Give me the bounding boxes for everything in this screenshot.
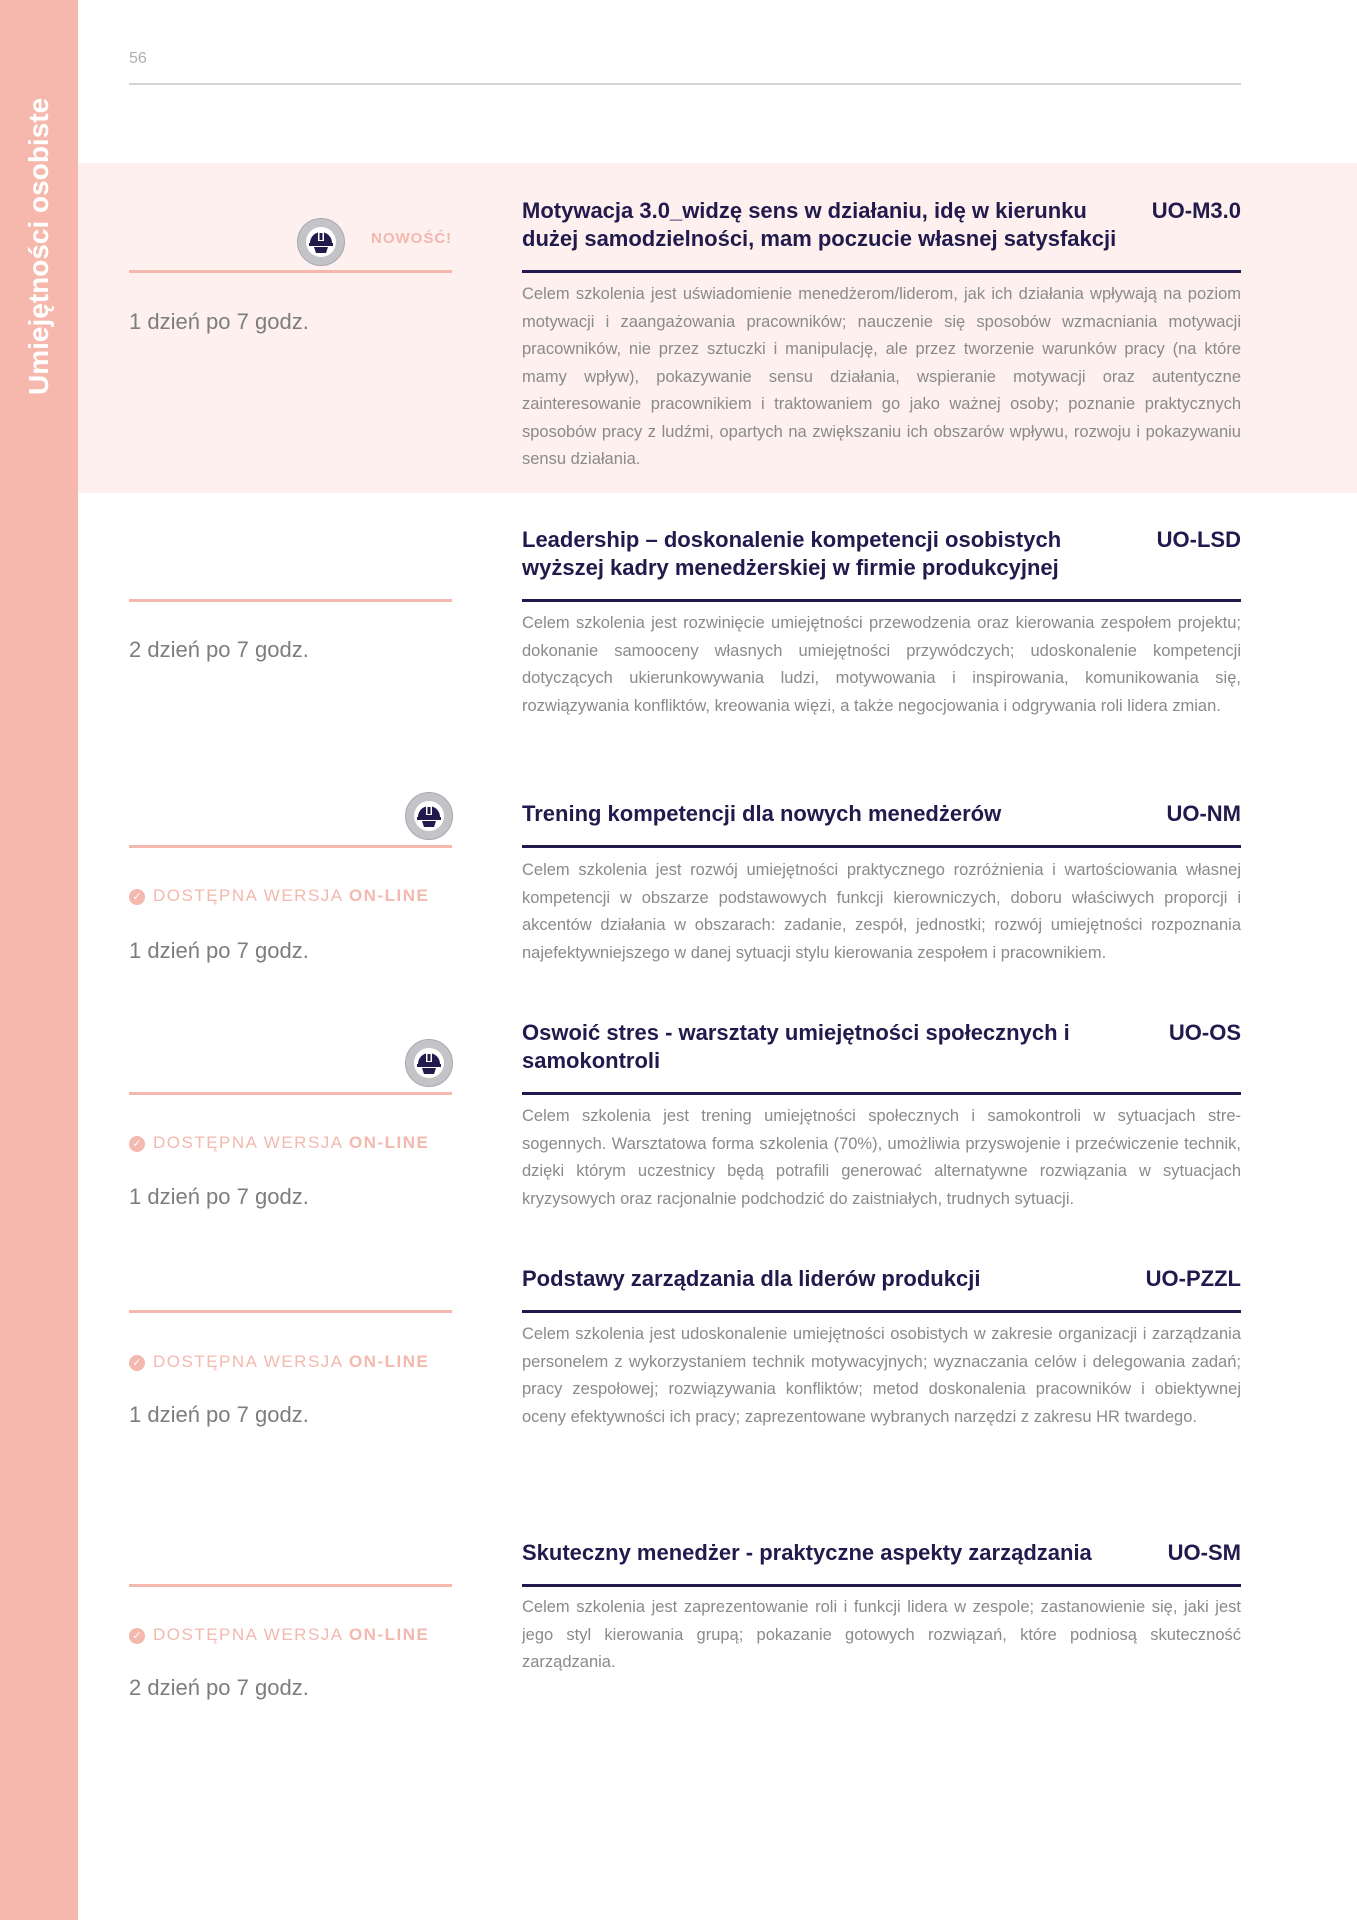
- online-label-prefix: DOSTĘPNA WERSJA: [153, 886, 349, 905]
- course-code: UO-M3.0: [1151, 198, 1241, 223]
- section-title: Umiejętności osobiste: [23, 97, 54, 395]
- course-description: Celem szkolenia jest rozwój umiejętności praktycznego rozróżnienia i wartościowania własnej kompetencji w obszarze podstawowych funkcji kierowniczych, doboru właściwych proporcji i akcentów działania w obszarach: zadanie, zespół, jednostki; rozwój umiejętności rozpoznania najefektywniejszego w danej sytuacji stylu kierowania zespołem i pracownikiem.: [522, 861, 1241, 962]
- course-title: Oswoić stres - warsztaty umiejętności społecznych i samokontroli: [522, 1020, 1070, 1073]
- online-label-suffix: ON-LINE: [348, 1133, 430, 1152]
- course-duration: 2 dzień po 7 godz.: [129, 1675, 309, 1700]
- online-label-prefix: DOSTĘPNA WERSJA: [153, 1133, 349, 1152]
- worker-helmet-icon: [405, 792, 453, 840]
- online-label-prefix: DOSTĘPNA WERSJA: [153, 1352, 349, 1371]
- online-version-label: [129, 1624, 429, 1646]
- course-duration: 2 dzień po 7 godz.: [129, 637, 309, 662]
- course-title: Trening kompetencji dla nowych menedżerów: [522, 801, 1002, 826]
- title-divider: [522, 599, 1241, 602]
- left-divider: [129, 1310, 452, 1313]
- course-code: UO-NM: [1166, 801, 1241, 826]
- online-label-prefix: DOSTĘPNA WERSJA: [153, 1625, 349, 1644]
- online-label-suffix: ON-LINE: [348, 886, 430, 905]
- course-description: Celem szkolenia jest uświadomienie menedżerom/liderom, jak ich działania wpływają na poziom motywacji i zaangażowania pracowników; nauczenie się sposobów wzmacniania motywacji pracowników, nie przez sztuczki i manipulację, ale przez tworzenie warunków pracy (na które mamy wpływ), pokazywanie sensu działania, wspieranie motywacji oraz autentyczne zainteresowanie pracownikiem i traktowaniem go jako ważnej osoby; poznanie praktycznych sposobów pracy z ludźmi, opartych na zwiększaniu ich obszarów wpływu, rozwoju i pokazywaniu sensu działania.: [522, 285, 1241, 468]
- section-sidebar: [0, 0, 78, 1920]
- title-divider: [522, 845, 1241, 848]
- page-number: 56: [129, 50, 147, 67]
- left-divider: [129, 1092, 452, 1095]
- check-circle-icon: ✓: [129, 1628, 145, 1644]
- title-divider: [522, 1310, 1241, 1313]
- online-version-label: [129, 1351, 429, 1373]
- course-description: Celem szkolenia jest udoskonalenie umiejętności osobistych w zakresie organizacji i zarządzania personelem z wykorzystaniem technik motywacyjnych; wyznaczania celów i delegowania zadań; pracy zespołowej; rozwiązywania konfliktów; metod doskonalenia pracowników i obiektywnej oceny efektywności ich pracy; zaprezentowane wybranych narzędzi z zakresu HR twardego.: [522, 1325, 1241, 1426]
- new-badge: NOWOŚĆ!: [371, 230, 453, 247]
- left-divider: [129, 270, 452, 273]
- course-title: Skuteczny menedżer - praktyczne aspekty zarządzania: [522, 1540, 1092, 1565]
- course-duration: 1 dzień po 7 godz.: [129, 309, 309, 334]
- course-title: Podstawy zarządzania dla liderów produkcji: [522, 1266, 981, 1291]
- worker-helmet-icon: [405, 1039, 453, 1087]
- online-version-label: [129, 1132, 429, 1154]
- header-divider: [129, 83, 1241, 85]
- course-duration: 1 dzień po 7 godz.: [129, 1402, 309, 1427]
- course-description: Celem szkolenia jest rozwinięcie umiejętności przewodzenia oraz kierowania zespołem projektu; dokonanie samooceny własnych umiejętności przywódczych; udoskonalenie kompetencji dotyczących ukierunkowywania ludzi, motywowania i inspirowania, komunikowania się, rozwiązywania konfliktów, kreowania więzi, a także negocjowania i odgrywania roli lidera zmian.: [522, 614, 1241, 715]
- course-code: UO-PZZL: [1145, 1266, 1241, 1291]
- left-divider: [129, 599, 452, 602]
- course-code: UO-LSD: [1156, 527, 1241, 552]
- title-divider: [522, 1092, 1241, 1095]
- left-divider: [129, 1584, 452, 1587]
- left-divider: [129, 845, 452, 848]
- online-label-suffix: ON-LINE: [348, 1352, 430, 1371]
- course-description: Celem szkolenia jest zaprezentowanie roli i funkcji lidera w zespole; zastanowienie się, jaki jest jego styl kierowania grupą; pokazanie gotowych rozwiązań, które podniosą skuteczność zarządzania.: [522, 1598, 1241, 1671]
- check-circle-icon: ✓: [129, 889, 145, 905]
- check-circle-icon: ✓: [129, 1136, 145, 1152]
- course-title: Leadership – doskonalenie kompetencji osobistych wyższej kadry menedżerskiej w firmie produkcyjnej: [522, 527, 1062, 580]
- check-circle-icon: ✓: [129, 1355, 145, 1371]
- course-code: UO-OS: [1168, 1020, 1241, 1045]
- online-version-label: [129, 885, 429, 907]
- title-divider: [522, 1584, 1241, 1587]
- worker-helmet-icon: [297, 218, 345, 266]
- title-divider: [522, 270, 1241, 273]
- online-label-suffix: ON-LINE: [348, 1625, 430, 1644]
- course-description: Celem szkolenia jest trening umiejętności społecznych i samokontroli w sytuacjach stresogennych. Warsztatowa forma szkolenia (70%), umożliwia przyswojenie i przećwiczenie technik, dzięki którym uczestnicy będą potrafili generować alternatywne rozwiązania w sytuacjach kryzysowych oraz racjonalnie podchodzić do zaistniałych, trudnych sytuacji.: [522, 1107, 1241, 1208]
- course-title: Motywacja 3.0_widzę sens w działaniu, idę w kierunku dużej samodzielności, mam poczucie własnej satysfakcji: [522, 198, 1117, 251]
- course-duration: 1 dzień po 7 godz.: [129, 938, 309, 963]
- course-code: UO-SM: [1167, 1540, 1241, 1565]
- course-duration: 1 dzień po 7 godz.: [129, 1184, 309, 1209]
